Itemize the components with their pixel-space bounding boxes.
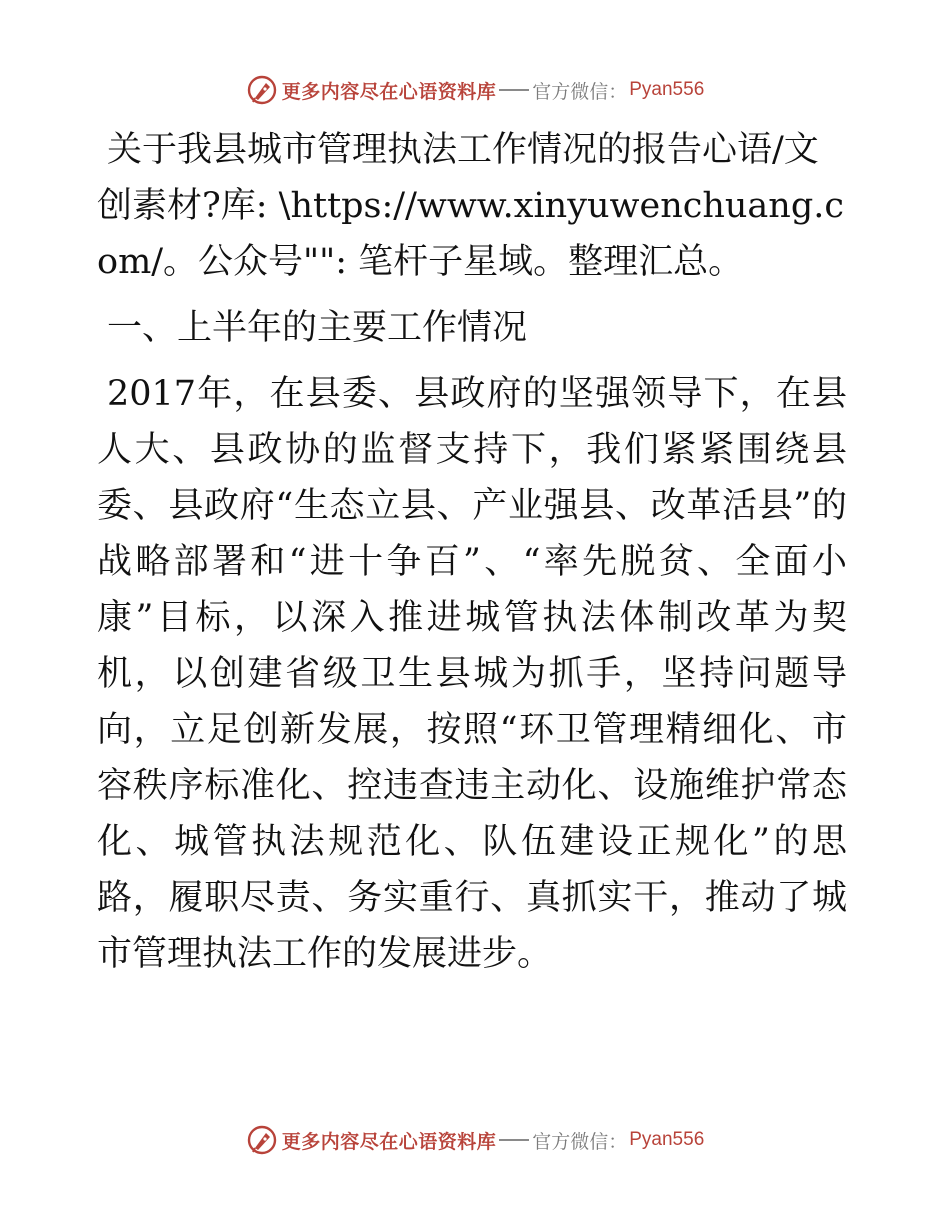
banner-official-label: 官方微信： — [532, 80, 628, 103]
body-paragraph: 2017年，在县委、县政府的坚强领导下，在县人大、县政协的监督支持下，我们紧紧围绕县委、县政府“生态立县、产业强县、改革活县”的战略部署和“进十争百”、“率先脱贫、全面小康”目标，以深入推进城管执法体制改革为契机，以创建省级卫生县城为抓手，坚持问题导向，立足创新发展，按照“环卫管理精细化、市容秩序标准化、控违查违主动化、设施维护常态化、城管执法规范化、队伍建设正规化”的思路，履职尽责、务实重行、真抓实干，推动了城市管理执法工作的发展进步。 — [97, 374, 847, 974]
banner-divider — [499, 1139, 529, 1141]
section-heading: 一、上半年的主要工作情况 — [107, 308, 528, 348]
banner-promo-text: 更多内容尽在心语资料库 — [281, 80, 497, 103]
banner-wechat-id: Pyan556 — [629, 79, 705, 100]
header-banner — [0, 70, 950, 110]
document-title: 关于我县城市管理执法工作情况的报告心语/文创素材?库: \https://www.xinyuwenchuang.com/。公众号"": 笔杆子星域。整理汇总。 — [97, 130, 844, 282]
banner-divider — [499, 89, 529, 91]
banner-promo-text: 更多内容尽在心语资料库 — [281, 1130, 497, 1153]
banner-official-label: 官方微信： — [532, 1130, 628, 1153]
pen-nib-logo-icon — [246, 1124, 278, 1156]
document-body — [97, 122, 847, 982]
banner-wechat-id: Pyan556 — [629, 1129, 705, 1150]
footer-banner — [0, 1120, 950, 1160]
pen-nib-logo-icon — [246, 74, 278, 106]
